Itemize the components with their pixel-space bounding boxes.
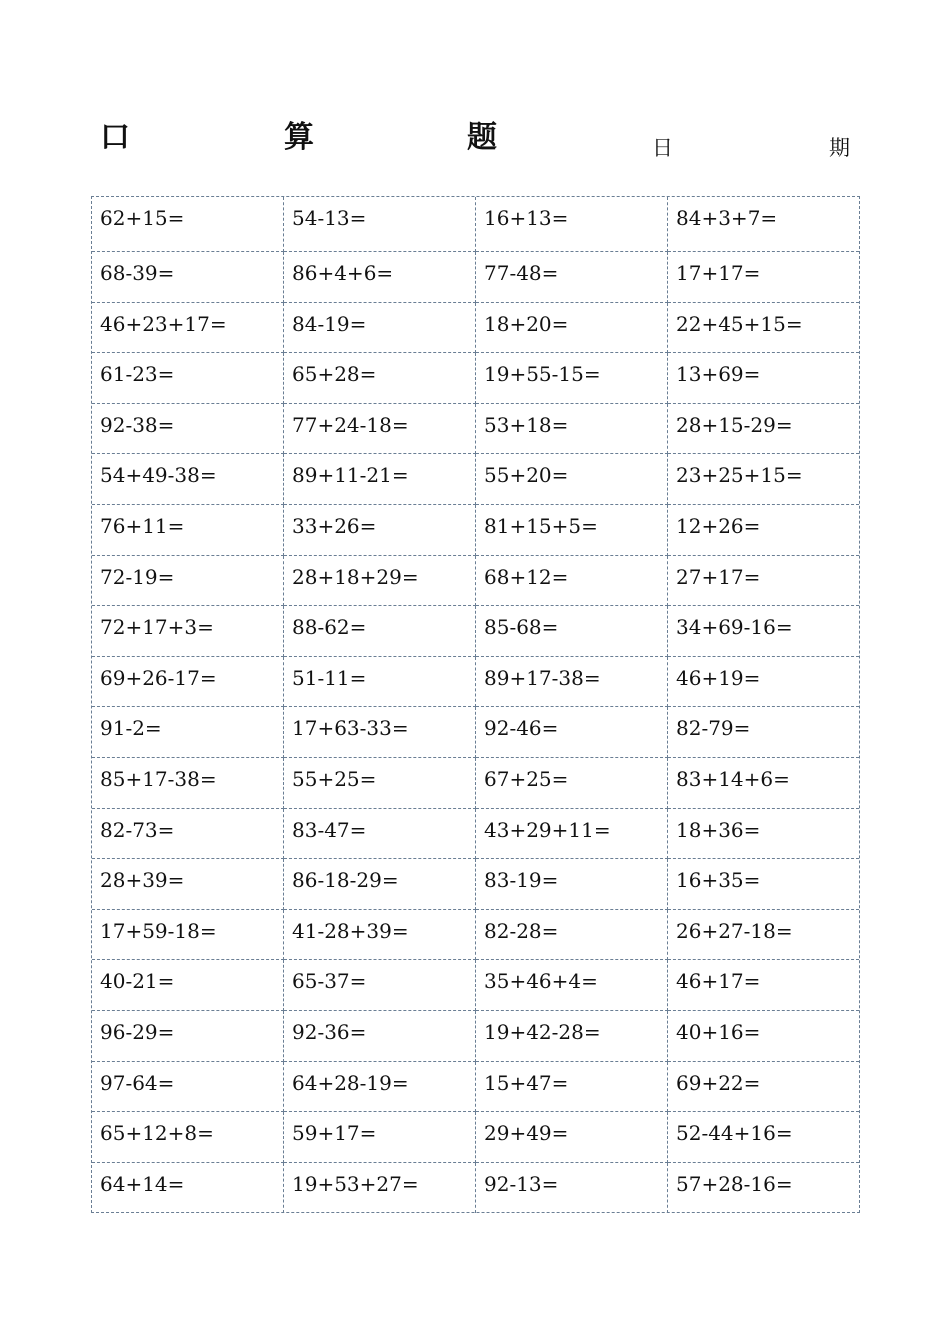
problem-cell: 82-28= — [476, 910, 668, 961]
problem-cell: 46+19= — [668, 657, 859, 708]
problem-cell: 89+11-21= — [284, 454, 476, 505]
problem-cell: 18+36= — [668, 809, 859, 860]
problem-cell: 40+16= — [668, 1011, 859, 1062]
problem-cell: 86+4+6= — [284, 252, 476, 303]
problem-cell: 61-23= — [92, 353, 284, 404]
problem-cell: 91-2= — [92, 707, 284, 758]
problem-cell: 52-44+16= — [668, 1112, 859, 1163]
problem-cell: 85-68= — [476, 606, 668, 657]
problem-cell: 88-62= — [284, 606, 476, 657]
problem-cell: 84+3+7= — [668, 197, 859, 252]
problem-cell: 85+17-38= — [92, 758, 284, 809]
problem-cell: 55+25= — [284, 758, 476, 809]
problem-cell: 72-19= — [92, 556, 284, 607]
problem-cell: 83-47= — [284, 809, 476, 860]
problem-cell: 68-39= — [92, 252, 284, 303]
problem-cell: 27+17= — [668, 556, 859, 607]
problem-cell: 46+23+17= — [92, 303, 284, 354]
problem-cell: 62+15= — [92, 197, 284, 252]
problem-cell: 34+69-16= — [668, 606, 859, 657]
problem-cell: 81+15+5= — [476, 505, 668, 556]
problem-cell: 33+26= — [284, 505, 476, 556]
problem-cell: 28+18+29= — [284, 556, 476, 607]
problem-cell: 19+42-28= — [476, 1011, 668, 1062]
problem-cell: 28+15-29= — [668, 404, 859, 455]
problem-cell: 92-46= — [476, 707, 668, 758]
problem-cell: 59+17= — [284, 1112, 476, 1163]
problem-cell: 19+55-15= — [476, 353, 668, 404]
problem-cell: 22+45+15= — [668, 303, 859, 354]
problem-cell: 28+39= — [92, 859, 284, 910]
problem-cell: 23+25+15= — [668, 454, 859, 505]
problem-cell: 35+46+4= — [476, 960, 668, 1011]
problem-cell: 55+20= — [476, 454, 668, 505]
problem-cell: 65-37= — [284, 960, 476, 1011]
problem-cell: 96-29= — [92, 1011, 284, 1062]
problem-cell: 97-64= — [92, 1062, 284, 1113]
problem-cell: 77-48= — [476, 252, 668, 303]
problem-cell: 82-73= — [92, 809, 284, 860]
problem-cell: 26+27-18= — [668, 910, 859, 961]
title-char-kou: 口 — [100, 120, 130, 155]
problem-cell: 72+17+3= — [92, 606, 284, 657]
title-char-ti: 题 — [467, 120, 497, 155]
problem-cell: 76+11= — [92, 505, 284, 556]
problem-cell: 29+49= — [476, 1112, 668, 1163]
problem-cell: 64+14= — [92, 1163, 284, 1214]
problem-cell: 77+24-18= — [284, 404, 476, 455]
problem-cell: 65+28= — [284, 353, 476, 404]
problem-cell: 92-38= — [92, 404, 284, 455]
problem-cell: 84-19= — [284, 303, 476, 354]
problem-cell: 41-28+39= — [284, 910, 476, 961]
problem-cell: 18+20= — [476, 303, 668, 354]
problem-cell: 92-36= — [284, 1011, 476, 1062]
problem-cell: 17+59-18= — [92, 910, 284, 961]
problem-cell: 65+12+8= — [92, 1112, 284, 1163]
problem-cell: 54-13= — [284, 197, 476, 252]
problem-cell: 57+28-16= — [676, 1171, 793, 1196]
problem-cell: 92-13= — [476, 1163, 668, 1214]
problem-cell: 67+25= — [476, 758, 668, 809]
problem-cell: 40-21= — [92, 960, 284, 1011]
problem-cell: 68+12= — [476, 556, 668, 607]
problem-cell: 43+29+11= — [476, 809, 668, 860]
date-label-qi: 期 — [829, 136, 850, 160]
problem-cell: 53+18= — [476, 404, 668, 455]
problem-cell: 16+13= — [476, 197, 668, 252]
problem-cell: 89+17-38= — [476, 657, 668, 708]
date-label-ri: 日 — [652, 136, 673, 160]
problem-cell: 12+26= — [668, 505, 859, 556]
problem-cell: 82-79= — [668, 707, 859, 758]
problem-table — [91, 196, 860, 1213]
problem-cell: 46+17= — [668, 960, 859, 1011]
problem-cell: 69+22= — [668, 1062, 859, 1113]
problem-cell: 17+63-33= — [284, 707, 476, 758]
problem-cell: 13+69= — [668, 353, 859, 404]
problem-cell: 54+49-38= — [92, 454, 284, 505]
problem-cell: 15+47= — [476, 1062, 668, 1113]
problem-cell: 16+35= — [668, 859, 859, 910]
problem-cell: 19+53+27= — [284, 1163, 476, 1214]
problem-cell: 17+17= — [668, 252, 859, 303]
problem-cell: 86-18-29= — [284, 859, 476, 910]
problem-cell: 83+14+6= — [668, 758, 859, 809]
problem-cell: 69+26-17= — [92, 657, 284, 708]
problem-cell: 51-11= — [284, 657, 476, 708]
problem-cell: 64+28-19= — [284, 1062, 476, 1113]
title-char-suan: 算 — [284, 120, 314, 155]
problem-cell: 83-19= — [476, 859, 668, 910]
